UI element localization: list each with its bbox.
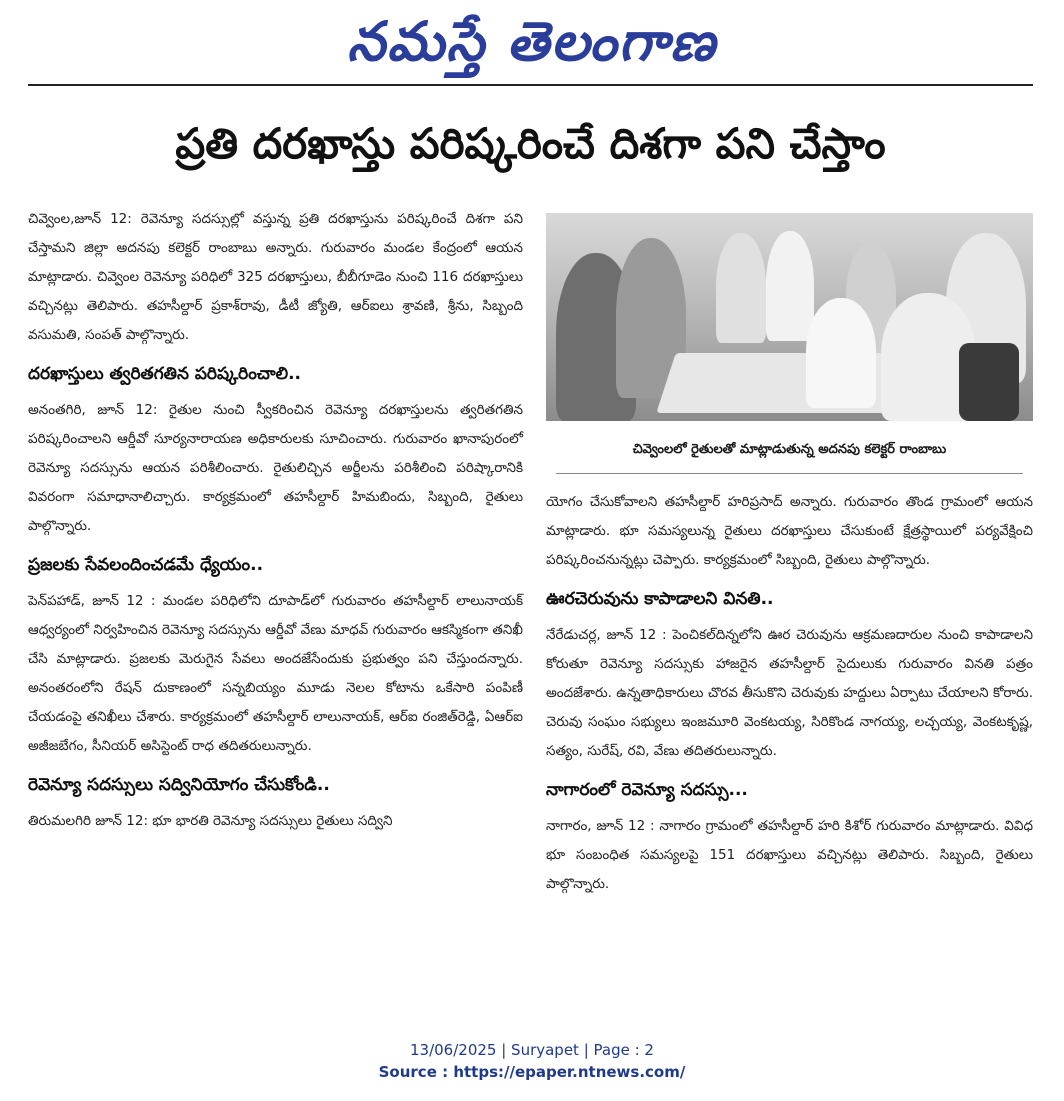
left-column bbox=[28, 205, 523, 836]
story2-title: దరఖాస్తులు త్వరితగతిన పరిష్కరించాలి.. bbox=[28, 364, 301, 384]
page-headline: ప్రతి దరఖాస్తు పరిష్కరించే దిశగా పని చేస్తాం bbox=[175, 119, 886, 168]
footer-source: Source : https://epaper.ntnews.com/ bbox=[378, 1063, 686, 1081]
caption-divider bbox=[556, 473, 1023, 474]
photo-caption: చివ్వెంలలో రైతులతో మాట్లాడుతున్న అదనపు కలెక్టర్ రాంబాబు bbox=[632, 442, 947, 457]
masthead-divider bbox=[28, 84, 1033, 86]
story3-title: ప్రజలకు సేవలందించడమే ధ్యేయం.. bbox=[28, 555, 264, 575]
footer-date-edition: 13/06/2025 | Suryapet | Page : 2 bbox=[410, 1041, 654, 1059]
story2-text: అనంతగిరి, జూన్ 12: రైతుల నుంచి స్వీకరించిన రెవెన్యూ దరఖాస్తులను త్వరితగతిన పరిష్కరించాలని ఆర్డీవో సూర్యనారాయణ అధికారులకు సూచించారు. గురువారం ఖానాపురంలో రెవెన్యూ సదస్సును ఆయన పరిశీలించారు. రైతులిచ్చిన అర్జీలను పరిశీలించి పరిష్కారానికి వివరంగా సమాధానాలిచ్చారు. కార్యక్రమంలో తహసీల్దార్ హిమబిందు, సిబ్బంది, రైతులు పాల్గొన్నారు. bbox=[28, 402, 523, 534]
story5-text: నేరేడుచర్ల, జూన్ 12 : పెంచికల్‌దిన్నలోని ఊర చెరువును ఆక్రమణదారుల నుంచి కాపాడాలని కోరుతూ రెవెన్యూ సదస్సుకు హాజరైన తహసీల్దార్ సైదులుకు గురువారం వినతి పత్రం అందజేశారు. ఉన్నతాధికారులు చొరవ తీసుకొని చెరువుకు హద్దులు ఏర్పాటు చేయాలని కోరారు. చెరువు సంఘం సభ్యులు ఇంజమూరి వెంకటయ్య, సిరికొండ నాగయ్య, లచ్చయ్య, వెంకటకృష్ణ, సత్యం, సురేష్, రవి, వేణు తదితరులున్నారు. bbox=[546, 627, 1033, 759]
lead-story-text: చివ్వెంల,జూన్ 12: రెవెన్యూ సదస్సుల్లో వస్తున్న ప్రతి దరఖాస్తును పరిష్కరించే దిశగా పని చేస్తామని జిల్లా అదనపు కలెక్టర్ రాంబాబు అన్నారు. గురువారం మండల కేంద్రంలో ఆయన మాట్లాడారు. చివ్వెంల రెవెన్యూ పరిధిలో 325 దరఖాస్తులు, బీబీగూడెం నుంచి 116 దరఖాస్తులు వచ్చినట్లు తెలిపారు. తహసీల్దార్ ప్రకాశ్‌రావు, డీటీ జ్యోతి, ఆర్ఐలు శ్రావణి, శ్రీను, సిబ్బంది వసుమతి, సంపత్ పాల్గొన్నారు. bbox=[28, 211, 523, 343]
story3-text: పెన్‌పహాడ్, జూన్ 12 : మండల పరిధిలోని దూపాడ్‌లో గురువారం తహసీల్దార్ లాలునాయక్ ఆధ్వర్యంలో నిర్వహించిన రెవెన్యూ సదస్సును ఆర్డీవో వేణు మాధవ్ గురువారం ఆకస్మికంగా తనిఖీ చేసి మాట్లాడారు. ప్రజలకు మెరుగైన సేవలు అందజేసేందుకు ప్రభుత్వం పని చేస్తుందన్నారు. అనంతరంలోని రేషన్ దుకాణంలో సన్నబియ్యం మూడు నెలల కోటాను ఒకేసారి పంపిణీ చేయడంపై తనిఖీలు చేశారు. కార్యక్రమంలో తహసీల్దార్ లాలునాయక్, ఆర్ఐ రంజిత్‌రెడ్డి, ఏఆర్ఐ అజీజబేగం, సీనియర్ అసిస్టెంట్ రాధ తదితరులున్నారు. bbox=[28, 593, 523, 754]
story6-title: నాగారంలో రెవెన్యూ సదస్సు... bbox=[546, 780, 748, 800]
story4-text: తిరుమలగిరి జూన్ 12: భూ భారతి రెవెన్యూ సదస్సులు రైతులు సద్విని bbox=[28, 813, 393, 829]
masthead-logo: నమస్తే తెలంగాణ bbox=[347, 9, 717, 73]
right-column bbox=[546, 205, 1033, 899]
story4-continued-text: యోగం చేసుకోవాలని తహసీల్దార్ హరిప్రసాద్ అన్నారు. గురువారం తొండ గ్రామంలో ఆయన మాట్లాడారు. భూ సమస్యలున్న రైతులు దరఖాస్తులు చేసుకుంటే క్షేత్రస్థాయిలో పర్యవేక్షించి పరిష్కరించనున్నట్లు చెప్పారు. కార్యక్రమంలో సిబ్బంది, రైతులు పాల్గొన్నారు. bbox=[546, 494, 1033, 568]
story6-text: నాగారం, జూన్ 12 : నాగారం గ్రామంలో తహసీల్దార్ హరి కిశోర్ గురువారం మాట్లాడారు. వివిధ భూ సంబంధిత సమస్యలపై 151 దరఖాస్తులు వచ్చినట్లు తెలిపారు. సిబ్బంది, రైతులు పాల్గొన్నారు. bbox=[546, 818, 1033, 892]
news-photo bbox=[546, 213, 1033, 421]
story5-title: ఊరచెరువును కాపాడాలని వినతి.. bbox=[546, 589, 774, 609]
story4-title: రెవెన్యూ సదస్సులు సద్వినియోగం చేసుకోండి.. bbox=[28, 775, 330, 795]
